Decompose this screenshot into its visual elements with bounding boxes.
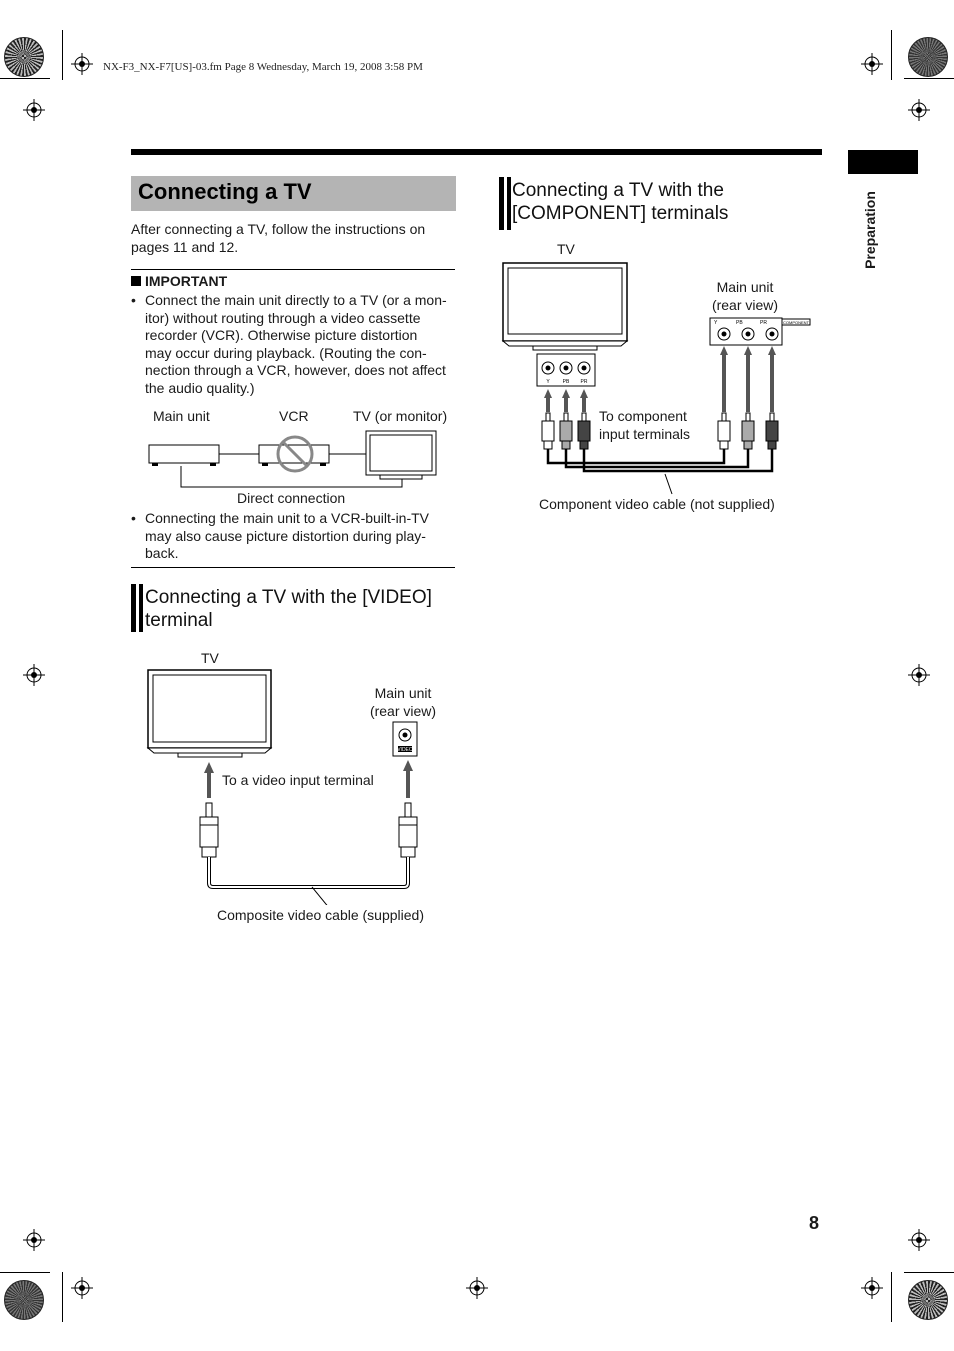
section-title-box [131, 176, 456, 211]
registration-mark [466, 1277, 488, 1299]
registration-rosette [908, 37, 948, 77]
arrow-up-icon [204, 762, 214, 798]
label-line: Main unit [374, 685, 432, 701]
registration-mark [861, 53, 883, 75]
diagram-caption: Direct connection [237, 490, 346, 506]
label-line: Main unit [716, 279, 774, 295]
vcr-icon [259, 445, 329, 466]
tv-component-jacks-icon [537, 354, 595, 386]
crop-mark [62, 1272, 63, 1322]
heading-bar [499, 177, 511, 230]
video-tv-label: TV [201, 650, 219, 666]
registration-rosette [4, 37, 44, 77]
diagram-label-tv: TV (or monitor) [353, 408, 448, 424]
registration-mark [71, 1277, 93, 1299]
video-cable-label: Composite video cable (supplied) [217, 907, 424, 923]
crop-mark [0, 78, 50, 79]
registration-mark [908, 99, 930, 121]
important-top-rule [131, 269, 455, 270]
text-line: recorder (VCR). Otherwise picture distortion [145, 327, 418, 344]
component-cable [548, 449, 772, 471]
video-heading [145, 586, 432, 632]
main-unit-icon [149, 445, 219, 466]
registration-mark [908, 1229, 930, 1251]
text-line: Connect the main unit directly to a TV (or a mon- [145, 292, 447, 308]
tv-icon [503, 263, 627, 350]
registration-rosette [4, 1280, 44, 1320]
arrow-up-icon [403, 760, 413, 798]
section-label [856, 180, 884, 280]
bullet-dot: • [131, 292, 136, 308]
component-tv-label: TV [557, 241, 575, 257]
direct-connection-diagram [140, 425, 450, 495]
unit-component-jacks-icon [710, 318, 810, 345]
text-line: Connecting the main unit to a VCR-built-in-TV [145, 510, 430, 526]
heading-bar [131, 584, 143, 632]
section-label-text: Preparation [862, 191, 878, 269]
crop-mark [904, 78, 954, 79]
component-connection-diagram [500, 258, 820, 498]
important-label: IMPORTANT [145, 273, 228, 289]
video-arrow-label: To a video input terminal [222, 772, 374, 788]
top-rule [131, 149, 822, 155]
text-line: back. [145, 545, 179, 562]
text-line: the audio quality.) [145, 379, 255, 396]
text-line: may occur during playback. (Routing the con- [145, 344, 427, 361]
section-tab [848, 150, 918, 174]
registration-mark [71, 53, 93, 75]
diagram-label-main-unit: Main unit [153, 408, 210, 424]
crop-mark [904, 1272, 954, 1273]
label-line: (rear view) [711, 297, 779, 313]
component-heading [512, 179, 728, 225]
important-bottom-rule [131, 567, 455, 568]
jack-label: Y [714, 320, 718, 326]
heading-line: [COMPONENT] terminals [512, 203, 729, 224]
terminal-label: VIDEO [397, 747, 413, 753]
jack-label: PR [760, 320, 767, 326]
jack-label: PB [736, 320, 743, 326]
heading-line: Connecting a TV with the [512, 180, 724, 201]
registration-mark [908, 664, 930, 686]
heading-line: Connecting a TV with the [VIDEO] [145, 587, 432, 608]
crop-mark [62, 30, 63, 80]
text-line: itor) without routing through a video cassette [145, 309, 421, 326]
crop-mark [0, 1272, 50, 1273]
jack-label: PB [562, 379, 570, 385]
intro-text: After connecting a TV, follow the instructions on pages 11 and 12. [131, 221, 426, 255]
registration-mark [23, 664, 45, 686]
rca-plug-icon [399, 803, 417, 857]
registration-rosette [908, 1280, 948, 1320]
bullet-dot: • [131, 510, 136, 526]
crop-mark [891, 1272, 892, 1322]
component-cable-label: Component video cable (not supplied) [539, 496, 775, 512]
unit-tag: COMPONENT [783, 320, 809, 325]
section-title: Connecting a TV [138, 179, 312, 204]
crop-mark [891, 30, 892, 80]
label-line: (rear view) [369, 703, 437, 719]
important-bullet-2 [145, 510, 460, 563]
registration-mark [23, 1229, 45, 1251]
rca-plug-icon [200, 803, 218, 857]
text-line: may also cause picture distortion during play- [145, 527, 426, 544]
diagram-label-vcr: VCR [279, 408, 309, 424]
tv-icon [366, 431, 436, 479]
print-header: NX-F3_NX-F7[US]-03.fm Page 8 Wednesday, March 19, 2008 3:58 PM [103, 61, 423, 73]
square-bullet-icon [131, 276, 141, 286]
registration-mark [23, 99, 45, 121]
video-terminal-icon [393, 722, 417, 756]
important-heading [131, 273, 227, 289]
registration-mark [861, 1277, 883, 1299]
jack-label: PR [580, 379, 588, 385]
text-line: nection through a VCR, however, does not affect [145, 362, 446, 379]
component-arrow-label [599, 407, 690, 443]
tv-icon [148, 670, 271, 757]
label-line: To component [599, 408, 687, 424]
label-line: input terminals [599, 426, 691, 442]
heading-line: terminal [145, 610, 213, 631]
page-number: 8 [809, 1213, 820, 1233]
important-bullet-1 [145, 292, 460, 398]
jack-label: Y [546, 379, 550, 385]
